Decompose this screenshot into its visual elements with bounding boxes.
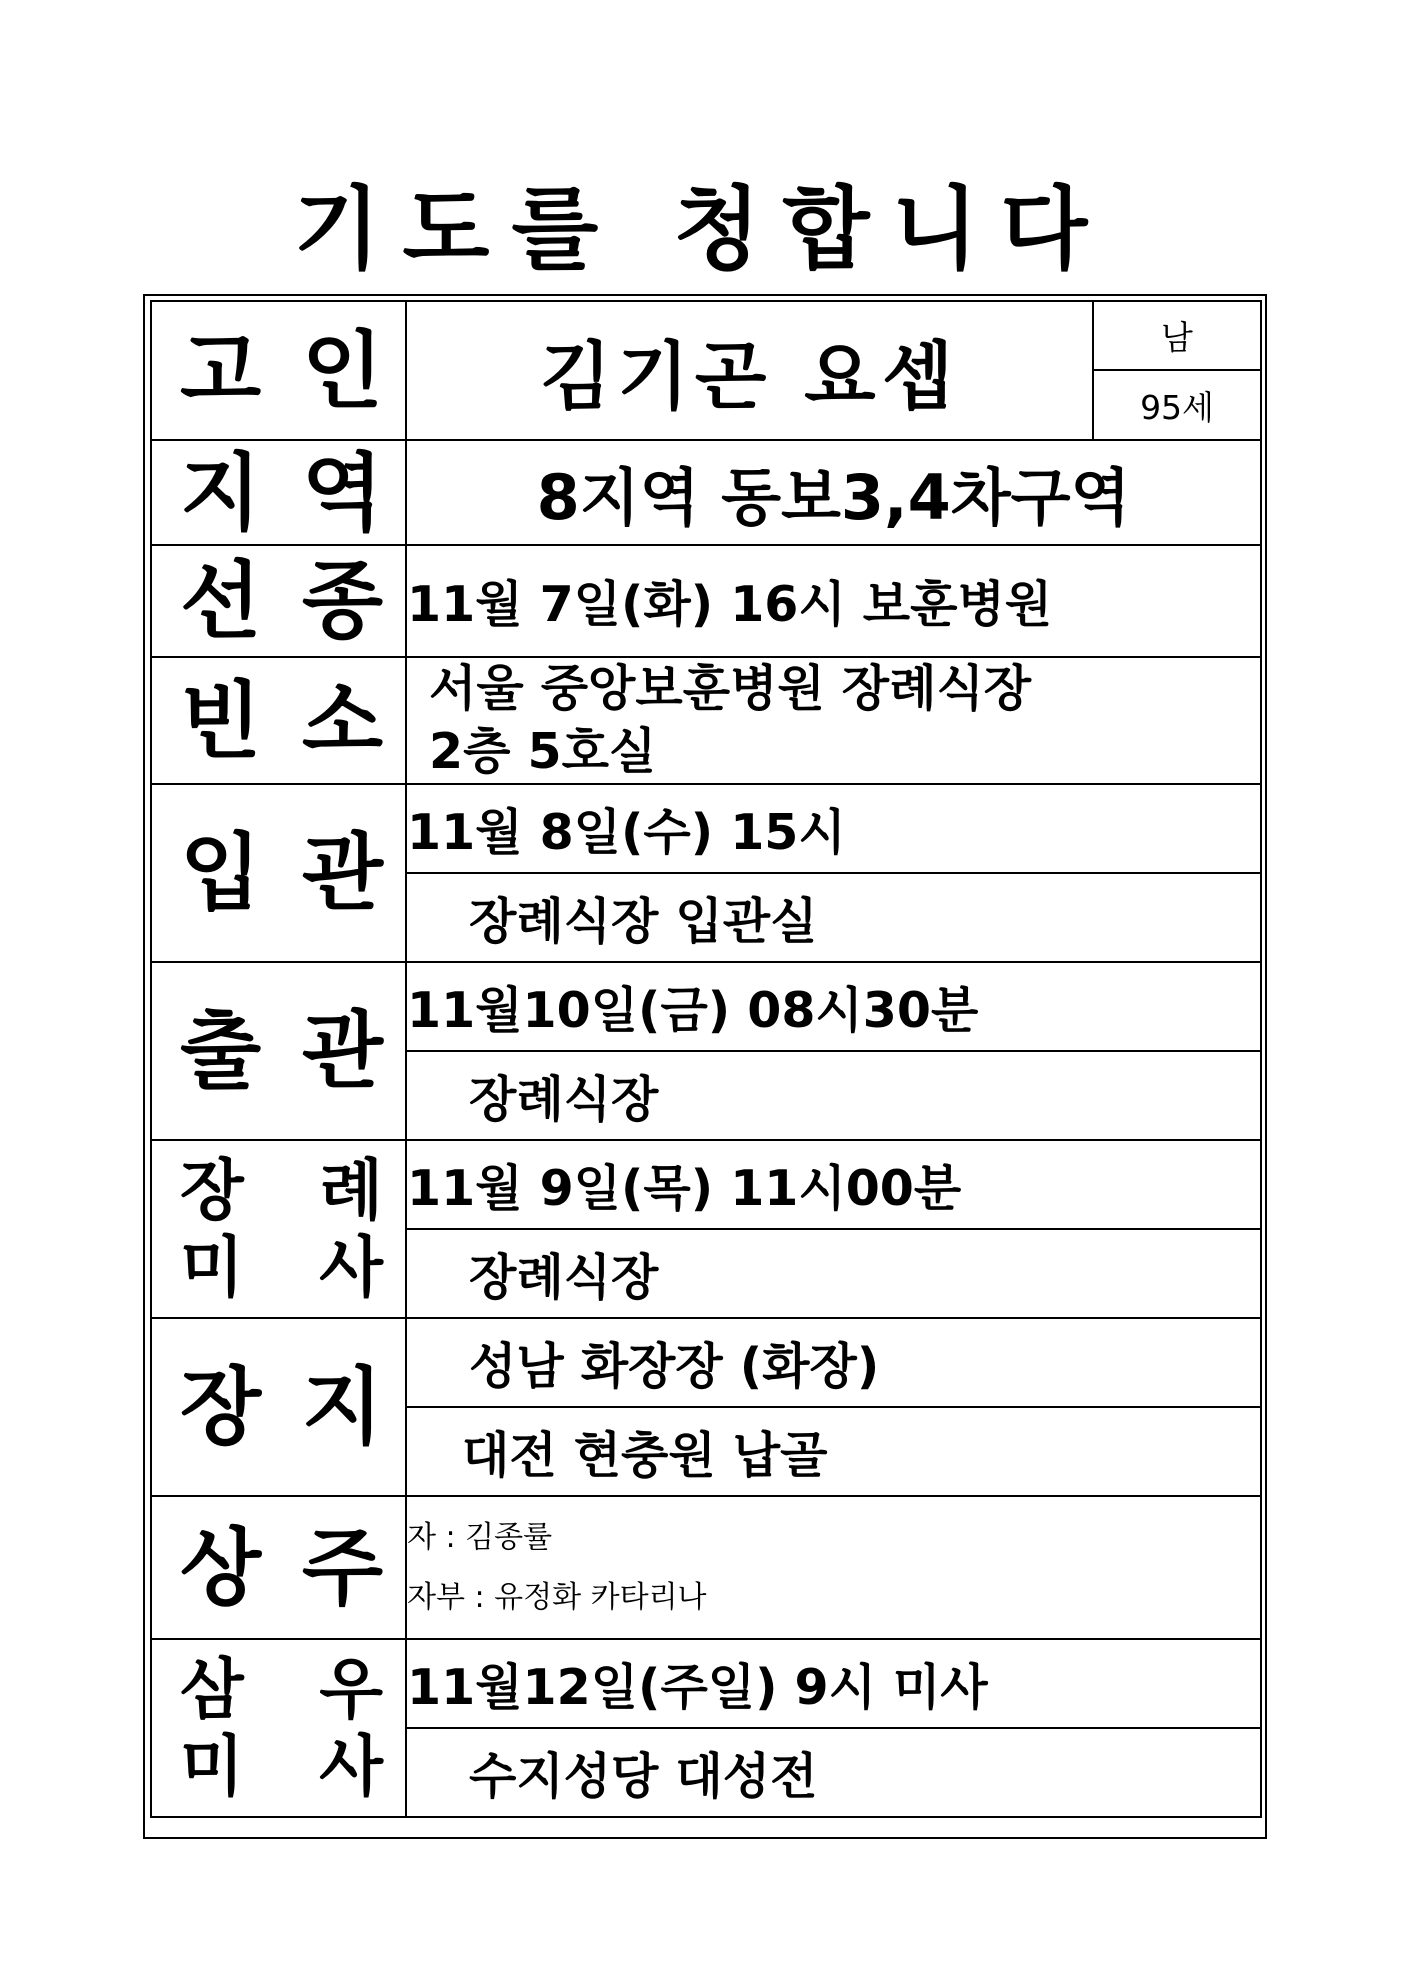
funeral-mass-place: 장례식장 <box>406 1229 1261 1318</box>
third-day-mass-label: 삼 우 미 사 <box>151 1639 406 1817</box>
burial-line2: 대전 현충원 납골 <box>406 1407 1261 1496</box>
burial-line1: 성남 화장장 (화장) <box>406 1318 1261 1407</box>
funeral-home-row <box>151 657 1261 784</box>
death-row <box>151 545 1261 657</box>
third-day-mass-row <box>151 1639 1261 1728</box>
region-label: 지 역 <box>151 440 406 545</box>
region-value: 8지역 동보3,4차구역 <box>406 440 1261 545</box>
departure-row <box>151 962 1261 1051</box>
chief-mourner-son: 자 : 김종률 <box>407 1519 553 1555</box>
funeral-mass-row <box>151 1140 1261 1229</box>
departure-label: 출 관 <box>151 962 406 1140</box>
deceased-label: 고 인 <box>151 301 406 440</box>
death-label: 선 종 <box>151 545 406 657</box>
chief-mourner-daughter-in-law: 자부 : 유정화 카타리나 <box>407 1579 707 1615</box>
deceased-age: 95세 <box>1093 370 1261 440</box>
death-value: 11월 7일(화) 16시 보훈병원 <box>406 545 1261 657</box>
encoffining-row <box>151 784 1261 873</box>
chief-mourner-value <box>406 1496 1261 1639</box>
funeral-home-label: 빈 소 <box>151 657 406 784</box>
chief-mourner-row <box>151 1496 1261 1639</box>
departure-place: 장례식장 <box>406 1051 1261 1140</box>
page-title: 기도를 청합니다 <box>293 177 1110 282</box>
departure-time: 11월10일(금) 08시30분 <box>406 962 1261 1051</box>
funeral-mass-label: 장 례 미 사 <box>151 1140 406 1318</box>
region-row <box>151 440 1261 545</box>
burial-row <box>151 1318 1261 1407</box>
funeral-home-line2: 2층 5호실 <box>429 722 657 780</box>
deceased-row <box>151 301 1261 370</box>
third-day-mass-place: 수지성당 대성전 <box>406 1728 1261 1817</box>
deceased-gender: 남 <box>1093 301 1261 370</box>
deceased-name: 김기곤 요셉 <box>406 301 1093 440</box>
burial-label: 장 지 <box>151 1318 406 1496</box>
funeral-home-line1: 서울 중앙보훈병원 장례식장 <box>429 660 1032 717</box>
encoffining-time: 11월 8일(수) 15시 <box>406 784 1261 873</box>
funeral-home-value <box>406 657 1261 784</box>
obituary-table <box>150 300 1262 1818</box>
funeral-mass-time: 11월 9일(목) 11시00분 <box>406 1140 1261 1229</box>
chief-mourner-label: 상 주 <box>151 1496 406 1639</box>
encoffining-label: 입 관 <box>151 784 406 962</box>
encoffining-place: 장례식장 입관실 <box>406 873 1261 962</box>
third-day-mass-time: 11월12일(주일) 9시 미사 <box>406 1639 1261 1728</box>
